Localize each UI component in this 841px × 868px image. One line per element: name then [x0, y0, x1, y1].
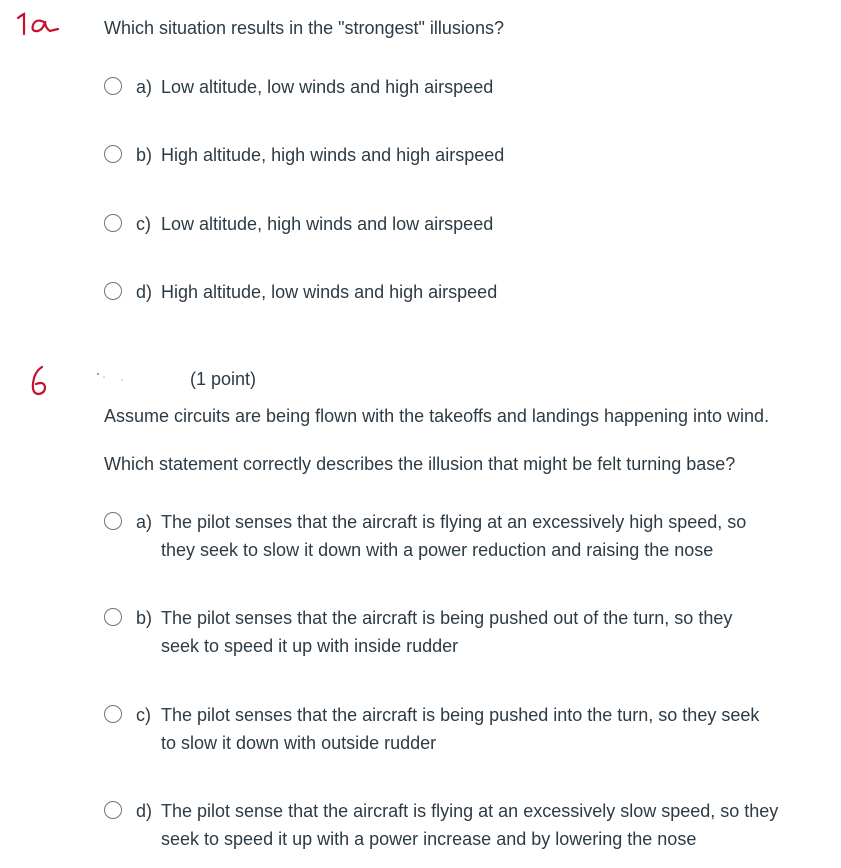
faint-marks [96, 371, 136, 383]
option-letter: a) [136, 77, 153, 97]
q1-option-a[interactable] [104, 73, 493, 101]
q1-option-c[interactable] [104, 210, 493, 238]
option-text: The pilot senses that the aircraft is being pushed out of the turn, so they seek to speed it up with inside rudder [161, 608, 733, 656]
q2-option-b[interactable] [104, 604, 732, 660]
radio-button[interactable] [104, 145, 122, 163]
option-text: High altitude, high winds and high airspeed [161, 145, 505, 165]
q2-option-a[interactable] [104, 508, 746, 564]
question-2-text: Which statement correctly describes the illusion that might be felt turning base? [104, 454, 736, 474]
question-1-text: Which situation results in the "strongest" illusions? [104, 18, 504, 38]
handwritten-question-number-1a [14, 12, 64, 38]
option-text: Low altitude, low winds and high airspeed [161, 77, 494, 97]
option-text: Low altitude, high winds and low airspeed [161, 214, 494, 234]
option-text: The pilot senses that the aircraft is flying at an excessively high speed, so they seek to slow it down with a power reduction and raising the nose [161, 512, 747, 560]
option-text: The pilot sense that the aircraft is flying at an excessively slow speed, so they seek to speed it up with a power increase and by lowering the nose [161, 801, 779, 849]
radio-button[interactable] [104, 705, 122, 723]
q2-option-d[interactable] [104, 797, 778, 853]
option-letter: d) [136, 282, 153, 302]
radio-button[interactable] [104, 801, 122, 819]
option-letter: b) [136, 608, 153, 628]
option-letter: c) [136, 214, 151, 234]
q1-option-b[interactable] [104, 141, 504, 169]
option-letter: c) [136, 705, 151, 725]
question-points: (1 point) [190, 369, 257, 389]
option-text: The pilot senses that the aircraft is being pushed into the turn, so they seek to slow it down with outside rudder [161, 705, 760, 753]
q1-option-d[interactable] [104, 278, 497, 306]
radio-button[interactable] [104, 214, 122, 232]
option-letter: b) [136, 145, 153, 165]
question-2-intro: Assume circuits are being flown with the takeoffs and landings happening into wind. [104, 406, 770, 426]
option-letter: a) [136, 512, 153, 532]
radio-button[interactable] [104, 512, 122, 530]
q2-option-c[interactable] [104, 701, 759, 757]
option-letter: d) [136, 801, 153, 821]
option-text: High altitude, low winds and high airspeed [161, 282, 498, 302]
handwritten-question-number-6 [26, 364, 52, 400]
radio-button[interactable] [104, 282, 122, 300]
radio-button[interactable] [104, 608, 122, 626]
radio-button[interactable] [104, 77, 122, 95]
